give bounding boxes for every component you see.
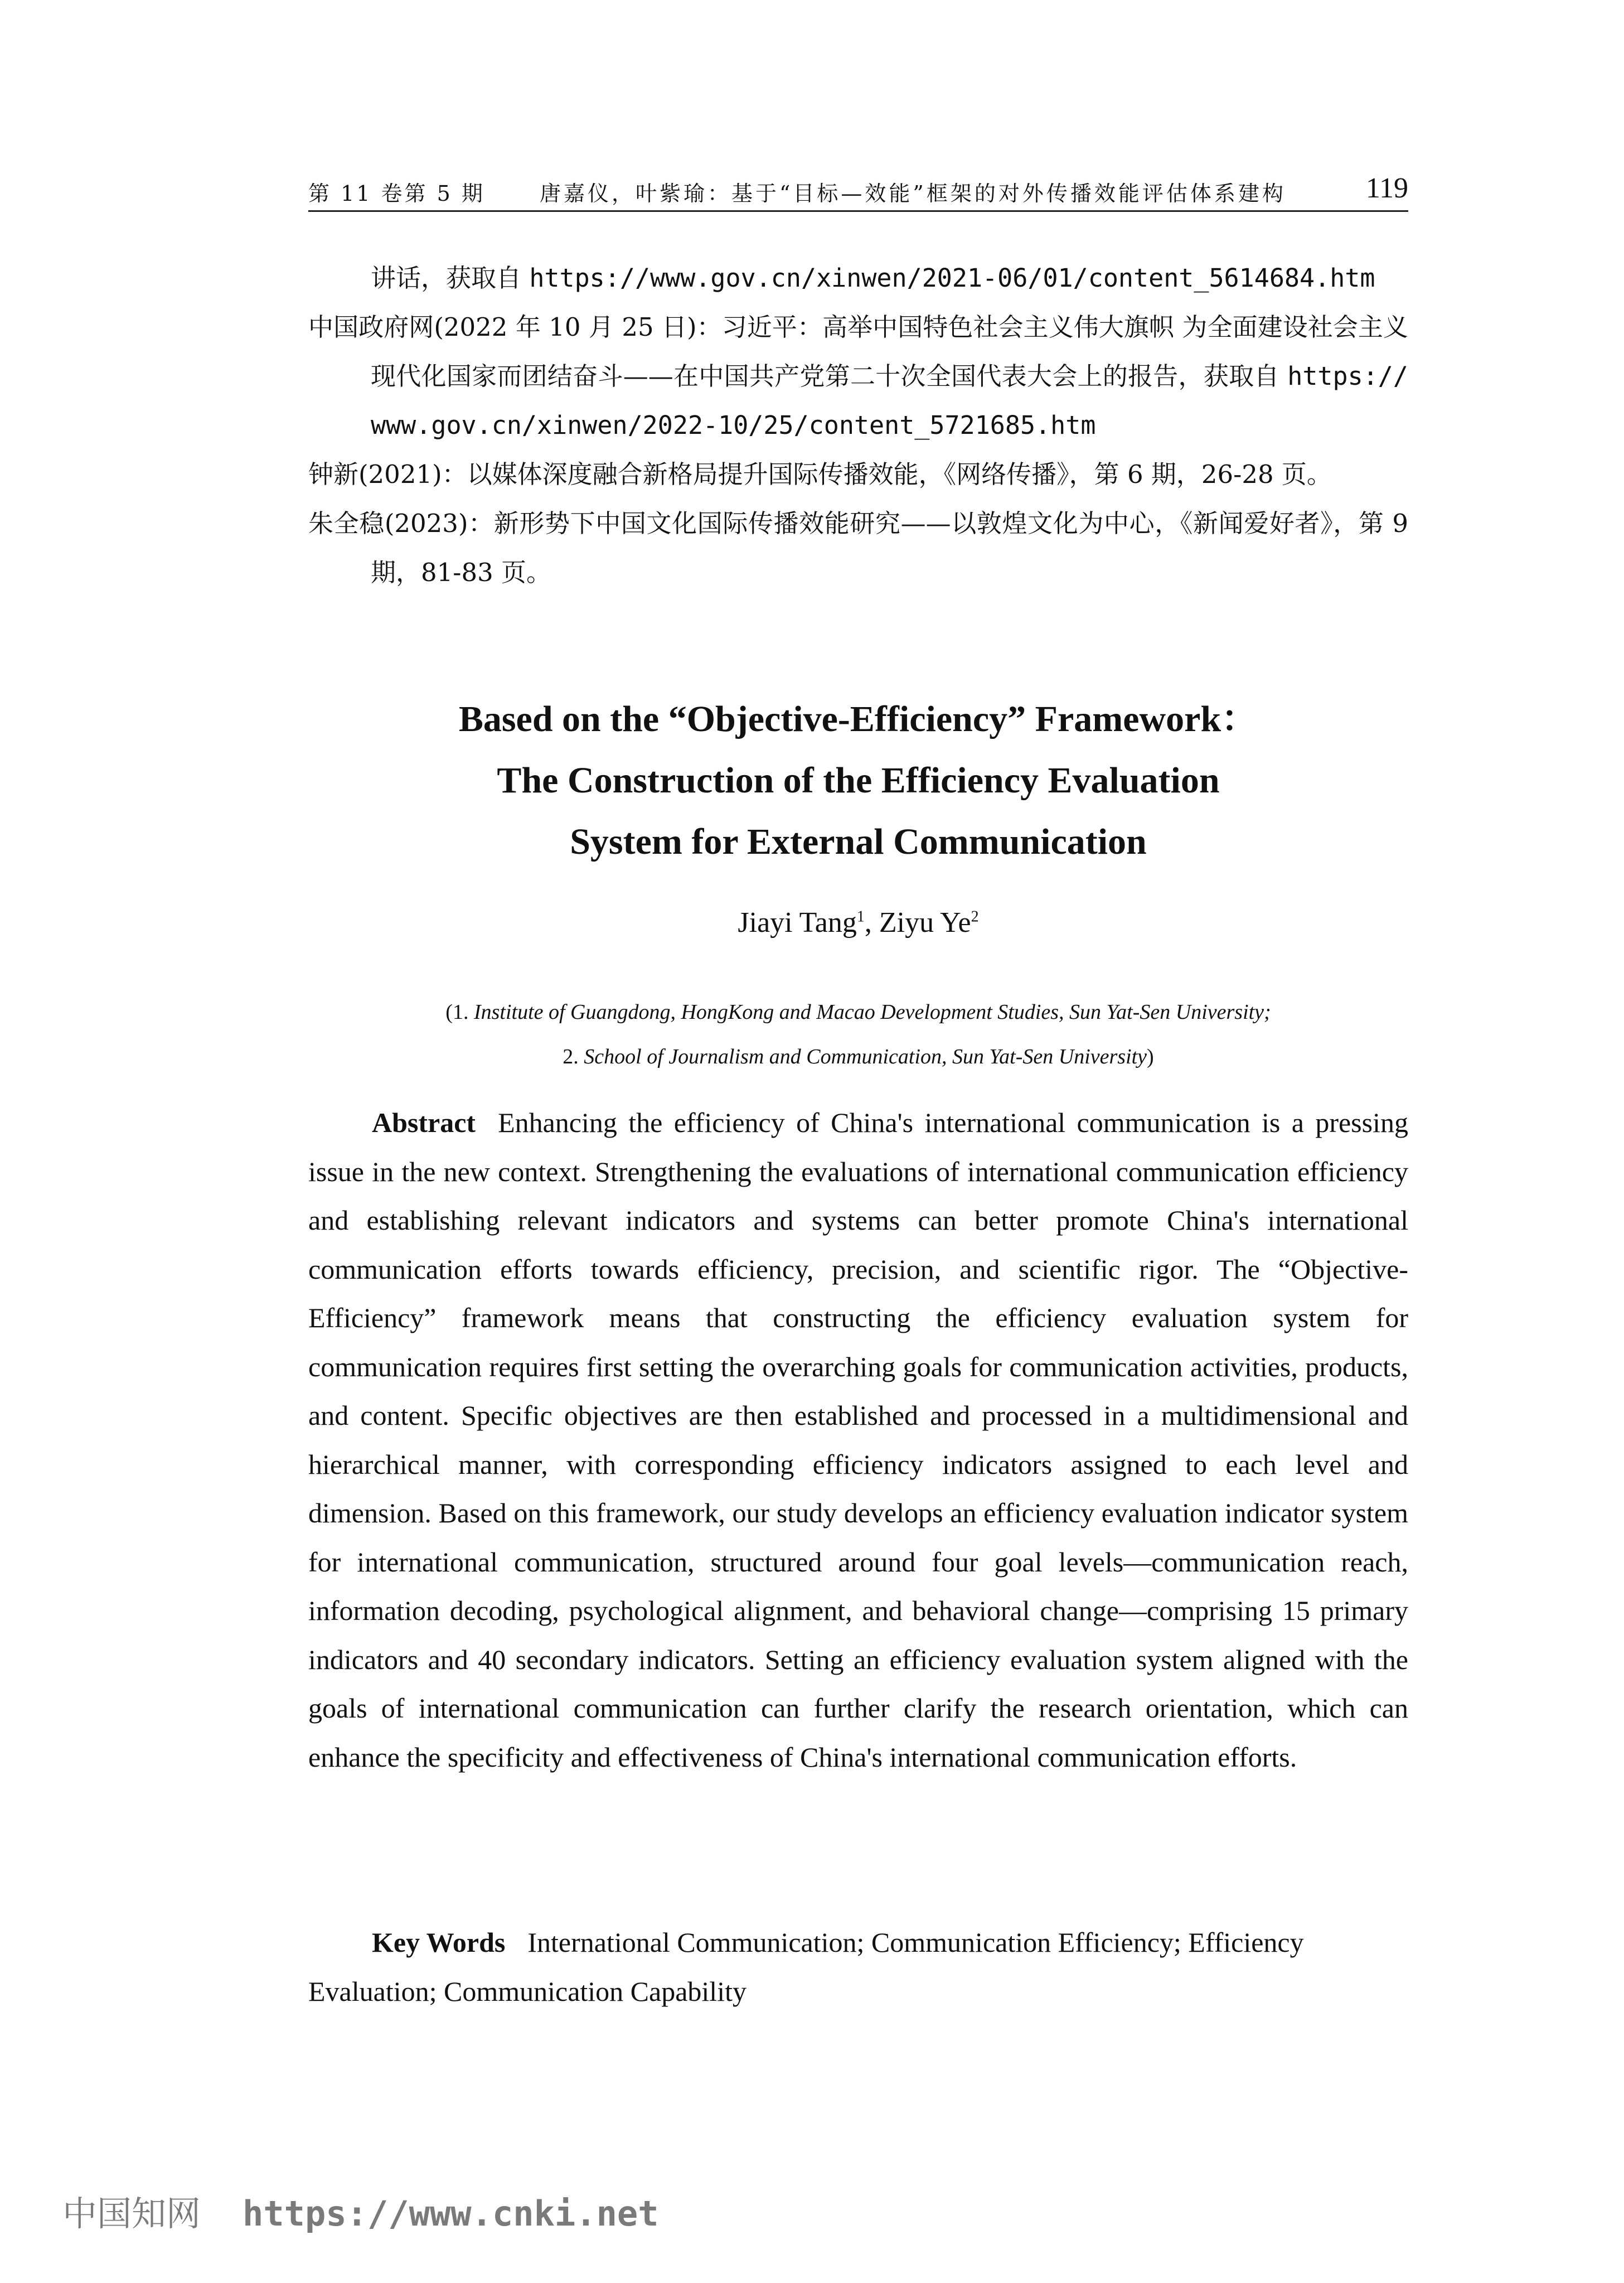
reference-text: 中国政府网(2022 年 10 月 25 日)：习近平：高举中国特色社会主义伟大旗帜 为全面建设社会主义现代化国家而团结奋斗——在中国共产党第二十次全国代表大会上的报告，获取自 — [308, 312, 1408, 391]
author-affiliation-mark: 1 — [856, 908, 865, 926]
keywords — [308, 1918, 1408, 2016]
header-rule — [308, 210, 1408, 212]
reference-item — [308, 303, 1408, 450]
affiliation-text: Institute of Guangdong, HongKong and Macao Development Studies, Sun Yat-Sen University; — [473, 1000, 1271, 1024]
affiliations — [308, 990, 1408, 1079]
affiliation-suffix: ) — [1147, 1045, 1154, 1068]
reference-link[interactable]: https://www.gov.cn/xinwen/2021-06/01/content_5614684.htm — [529, 263, 1375, 293]
keywords-label: Key Words — [372, 1927, 506, 1958]
abstract — [308, 1099, 1408, 1782]
reference-item — [308, 450, 1408, 499]
affiliation-text: School of Journalism and Communication, Sun Yat-Sen University — [584, 1045, 1147, 1068]
running-header — [308, 172, 1408, 211]
affiliation-prefix: (1. — [445, 1000, 474, 1024]
watermark — [62, 2186, 659, 2236]
watermark-url[interactable]: https://www.cnki.net — [243, 2193, 659, 2234]
affiliation-line — [308, 990, 1408, 1034]
reference-list — [308, 254, 1408, 597]
reference-item — [308, 254, 1408, 303]
watermark-brand: 中国知网 — [62, 2193, 201, 2234]
affiliation-prefix: 2. — [563, 1045, 584, 1068]
affiliation-line — [308, 1034, 1408, 1079]
title-line: System for External Communication — [570, 821, 1147, 862]
journal-volume: 第 11 卷第 5 期 — [308, 181, 485, 206]
abstract-label: Abstract — [372, 1107, 476, 1138]
author-affiliation-mark: 2 — [971, 908, 979, 926]
page-number: 119 — [1365, 172, 1408, 204]
title-line: Based on the “Objective-Efficiency” Framework： — [458, 699, 1258, 739]
keywords-text: International Communication; Communication Efficiency; Efficiency Evaluation; Communication Capability — [308, 1927, 1304, 2007]
author-separator: , — [864, 907, 879, 939]
author-name: Jiayi Tang — [738, 907, 857, 939]
reference-text: 朱全稳(2023)：新形势下中国文化国际传播效能研究——以敦煌文化为中心，《新闻爱好者》，第 9 期，81-83 页。 — [308, 509, 1408, 587]
reference-text: 讲话，获取自 — [371, 263, 530, 293]
english-title — [308, 689, 1408, 873]
reference-link[interactable]: https://www.gov.cn/xinwen/2022-10/25/content_5721685.htm — [371, 361, 1408, 440]
running-title: 唐嘉仪，叶紫瑜：基于“目标—效能”框架的对外传播效能评估体系建构 — [540, 181, 1286, 206]
reference-text: 钟新(2021)：以媒体深度融合新格局提升国际传播效能，《网络传播》，第 6 期，26-28 页。 — [308, 459, 1332, 489]
title-line: The Construction of the Efficiency Evaluation — [497, 760, 1220, 801]
abstract-text: Enhancing the efficiency of China's international communication is a pressing issue in the new context. Strengthening the evaluations of international communication efficiency and establishing relevant indicators and systems can better promote China's international communication efforts towards efficiency, precision, and scientific rigor. The “Objective-Efficiency” framework means that constructing the efficiency evaluation system for communication requires first setting the overarching goals for communication activities, products, and content. Specific objectives are then established and processed in a multidimensional and hierarchical manner, with corresponding efficiency indicators assigned to each level and dimension. Based on this framework, our study develops an efficiency evaluation indicator system for international communication, structured around four goal levels—communication reach, information decoding, psychological alignment, and behavioral change—comprising 15 primary indicators and 40 secondary indicators. Setting an efficiency evaluation system aligned with the goals of international communication can further clarify the research orientation, which can enhance the specificity and effectiveness of China's international communication efforts. — [308, 1107, 1408, 1773]
author-name: Ziyu Ye — [879, 907, 971, 939]
author-list — [308, 906, 1408, 939]
reference-item — [308, 499, 1408, 597]
